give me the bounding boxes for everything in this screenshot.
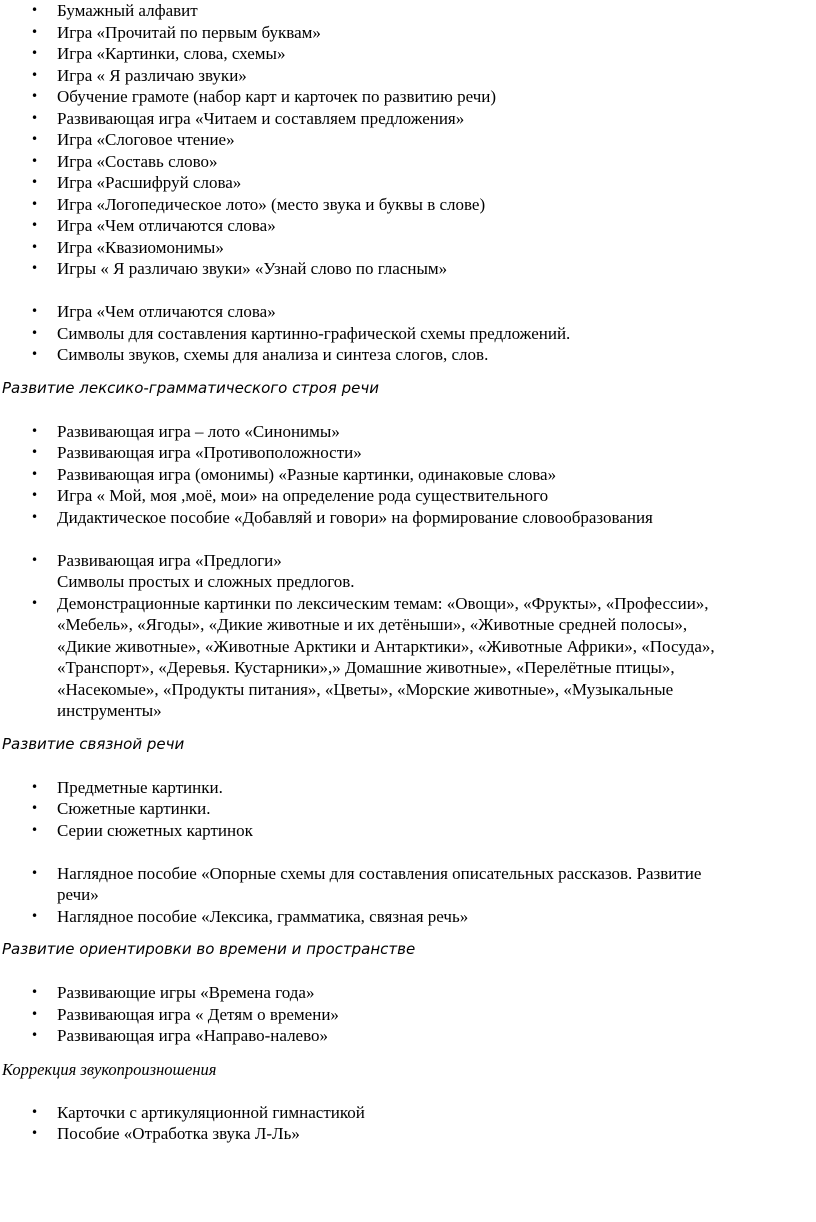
list-item: • Обучение грамоте (набор карт и карточек по развитию речи) <box>31 87 497 106</box>
spacer <box>0 722 816 734</box>
bullet-icon: • <box>31 865 39 880</box>
bullet-icon: • <box>31 218 39 232</box>
spacer <box>0 927 816 939</box>
list-item: • Пособие «Отработка звука Л-Ль» <box>31 1124 300 1143</box>
list-item: • Игра «Логопедическое лото» (место звука и буквы в слове) <box>31 194 486 214</box>
bullet-icon: • <box>31 3 39 17</box>
spacer <box>0 366 816 378</box>
list-item: • Серии сюжетных картинок <box>31 820 253 840</box>
bullet-icon: • <box>31 552 39 567</box>
bullet-icon: • <box>31 1104 39 1119</box>
spacer <box>0 528 816 550</box>
spacer <box>0 841 816 863</box>
symbols-list <box>0 301 816 366</box>
list-item: • Символы звуков, схемы для анализа и синтеза слогов, слов. <box>31 345 489 364</box>
list-item: • Игра « Я различаю звуки» <box>31 65 247 85</box>
list-item: • Бумажный алфавит <box>31 1 198 20</box>
bullet-icon: • <box>31 423 39 438</box>
section-heading-lexical-grammar: Развитие лексико-грамматического строя речи <box>2 378 379 397</box>
prepositions-list <box>0 550 816 722</box>
literacy-games-list <box>0 0 816 280</box>
bullet-icon: • <box>31 153 39 168</box>
list-item: • Дидактическое пособие «Добавляй и говори» на формирование словообразования <box>31 507 653 527</box>
list-item: • Развивающая игра « Детям о времени» <box>31 1004 339 1024</box>
list-item: • Развивающая игра – лото «Синонимы» <box>31 421 340 441</box>
list-item: • Игра «Картинки, слова, схемы» <box>31 44 286 63</box>
bullet-icon: • <box>31 466 39 481</box>
list-item: • Игра «Расшифруй слова» <box>31 173 242 192</box>
list-item: • Игра «Слоговое чтение» <box>31 130 235 149</box>
bullet-icon: • <box>31 175 39 189</box>
bullet-icon: • <box>31 1006 39 1021</box>
bullet-icon: • <box>31 801 39 815</box>
bullet-icon: • <box>31 261 39 275</box>
list-item: • Предметные картинки. <box>31 777 223 797</box>
bullet-icon: • <box>31 132 39 146</box>
bullet-icon: • <box>31 1028 39 1042</box>
section-heading-coherent-speech: Развитие связной речи <box>2 734 185 753</box>
spacer <box>0 280 816 302</box>
bullet-icon: • <box>31 89 39 103</box>
list-item: • Карточки с артикуляционной гимнастикой <box>31 1102 365 1122</box>
list-item: • Развивающая игра «Направо-налево» <box>31 1026 329 1045</box>
spacer <box>0 961 816 983</box>
bullet-icon: • <box>31 196 39 211</box>
bullet-icon: • <box>31 239 39 254</box>
spacer <box>0 1047 816 1059</box>
visual-aids-list <box>0 863 816 928</box>
bullet-icon: • <box>31 445 39 459</box>
bullet-icon: • <box>31 822 39 837</box>
bullet-icon: • <box>31 985 39 999</box>
list-item: • Наглядное пособие «Опорные схемы для составления описательных рассказов. Развитие речи» <box>31 863 702 904</box>
bullet-icon: • <box>31 779 39 794</box>
list-item: • Игра « Мой, моя ,моё, мои» на определение рода существительного <box>31 486 549 505</box>
section-heading-time-space: Развитие ориентировки во времени и пространстве <box>2 940 416 958</box>
bullet-icon: • <box>31 347 39 361</box>
bullet-icon: • <box>31 509 39 524</box>
bullet-icon: • <box>31 1126 39 1140</box>
bullet-icon: • <box>31 24 39 39</box>
bullet-icon: • <box>31 595 39 610</box>
list-item: • Игра «Прочитай по первым буквам» <box>31 22 321 42</box>
list-item: • Развивающая игра «Читаем и составляем предложения» <box>31 108 465 128</box>
bullet-icon: • <box>31 110 39 125</box>
list-item: • Демонстрационные картинки по лексическим темам: «Овощи», «Фрукты», «Профессии», «Мебель», «Ягоды», «Дикие животные и их детёныши», «Животные средней полосы», «Дикие животные», «Животные Арктики и Антарктики», «Животные Африки», «Посуда», «Транспорт», «Деревья. Кустарники»,» Домашние животные», «Перелётные птицы», «Насекомые», «Продукты питания», «Цветы», «Морские животные», «Музыкальные инструменты» <box>31 593 715 720</box>
list-item: • Игра «Чем отличаются слова» <box>31 216 276 235</box>
list-item: • Развивающая игра (омонимы) «Разные картинки, одинаковые слова» <box>31 464 557 484</box>
list-item: • Игра «Составь слово» <box>31 151 218 171</box>
spacer <box>0 1080 816 1102</box>
bullet-icon: • <box>31 908 39 923</box>
list-item: • Сюжетные картинки. <box>31 799 211 818</box>
bullet-icon: • <box>31 46 39 60</box>
list-item: • Игра «Квазиомонимы» <box>31 237 224 257</box>
pictures-list <box>0 777 816 842</box>
spacer <box>0 755 816 777</box>
bullet-icon: • <box>31 488 39 502</box>
list-item: • Игра «Чем отличаются слова» <box>31 302 276 321</box>
lexical-games-list <box>0 421 816 529</box>
list-item-continuation: Символы простых и сложных предлогов. <box>57 572 355 591</box>
orientation-games-list <box>0 982 816 1047</box>
list-item: • Символы для составления картинно-графической схемы предложений. <box>31 323 571 343</box>
list-item: • Наглядное пособие «Лексика, грамматика, связная речь» <box>31 906 469 926</box>
articulation-list <box>0 1102 816 1145</box>
list-item: • Развивающая игра «Предлоги» <box>31 550 282 570</box>
list-item: • Развивающие игры «Времена года» <box>31 983 315 1002</box>
list-item: • Игры « Я различаю звуки» «Узнай слово по гласным» <box>31 259 448 278</box>
list-item: • Развивающая игра «Противоположности» <box>31 443 362 462</box>
bullet-icon: • <box>31 304 39 318</box>
bullet-icon: • <box>31 325 39 340</box>
bullet-icon: • <box>31 67 39 82</box>
spacer <box>0 399 816 421</box>
section-heading-sound-correction: Коррекция звукопроизношения <box>2 1059 217 1079</box>
